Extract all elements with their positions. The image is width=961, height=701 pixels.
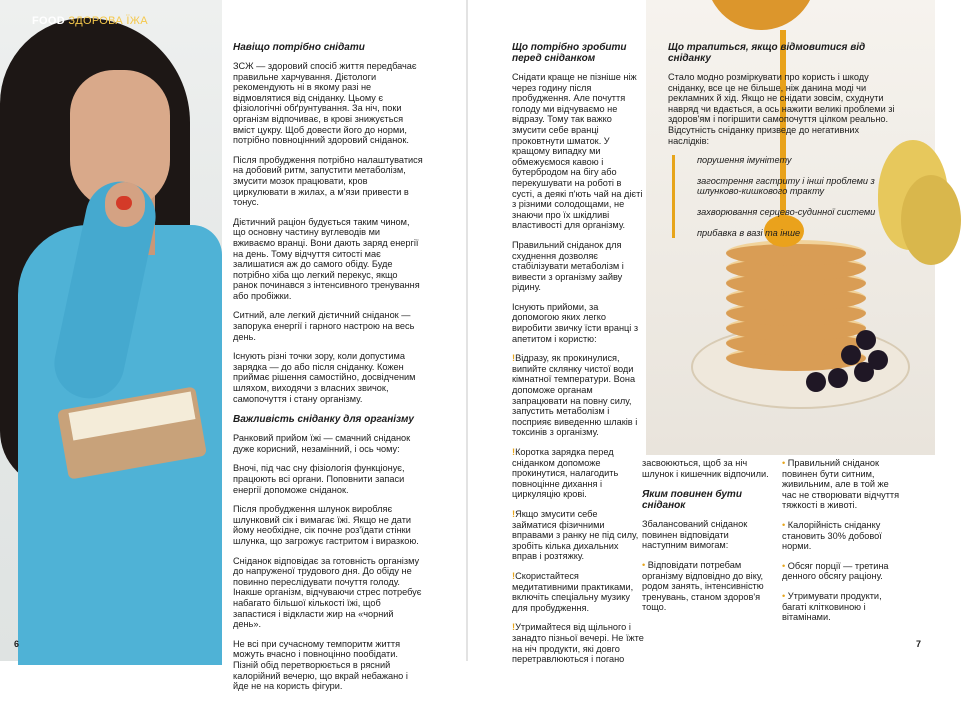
bullet-icon: • bbox=[782, 560, 786, 571]
section-header bbox=[32, 15, 148, 27]
paragraph: засвоюються, щоб за ніч шлунок і кишечник відпочили. bbox=[642, 458, 769, 479]
column-5 bbox=[782, 458, 902, 632]
heading-importance: Важливість сніданку для організму bbox=[233, 414, 414, 426]
paragraph: Сніданок відповідає за готовність організму до напруженої трудового дня. До обіду не повинно переслідувати почуття голоду. Інакше організм, відчуваючи стрес потребує набагато більшої кількості їжі, щоб запастися і відкласти жир на «чорний день». bbox=[233, 555, 422, 630]
requirement-item: • Обсяг порції — третина денного обсягу раціону. bbox=[782, 560, 889, 582]
paragraph: Після пробудження шлунок виробляє шлунковий сік і вимагає їжі. Якщо не дати йому необхідне, сік почне роз'їдати стінки шлунка, що загрожує гастритом і виразкою. bbox=[233, 504, 419, 546]
section-label: ЗДОРОВА ЇЖА bbox=[68, 15, 148, 27]
tip-item: !Скористайтеся медитативними практиками, включіть спеціальну музику для пробудження. bbox=[512, 570, 634, 613]
paragraph: Снідати краще не пізніше ніж через годину після пробудження. Але почуття голоду ми відчуваємо не відразу. Тому так важко змусити себе вранці проковтнути шматок. У кращому випадку ми обмежуємося кавою і бутербродом на бігу або перекушувати на роботі в сусті, а деякі п'ють чай на дієті з різними солодощами, не знаючи про їх шкідливі властивості для організму. bbox=[512, 72, 643, 231]
list-item: захворювання серцево-судинної системи bbox=[697, 206, 876, 217]
paragraph: Існують прийоми, за допомогою яких легко виробити звичку їсти вранці з апетитом і користю: bbox=[512, 301, 639, 344]
bullet-icon: • bbox=[782, 458, 786, 468]
column-2 bbox=[512, 42, 644, 674]
heading-before-breakfast: Що потрібно зробити перед сніданком bbox=[512, 42, 627, 64]
paragraph: Після пробудження потрібно налаштуватися на добовий ритм, запустити метаболізм, змусити мозок працювати, кров циркулювати в жилах, а м'язи привести в тонус. bbox=[233, 154, 423, 208]
column-4 bbox=[642, 458, 774, 622]
bullet-icon: • bbox=[642, 559, 646, 570]
heading-what-breakfast: Яким повинен бути сніданок bbox=[642, 489, 742, 512]
tip-item: !Коротка зарядка перед сніданком допоможе прокинутися, налагодить повноцінне дихання і циркуляцію крові. bbox=[512, 447, 619, 500]
exclamation-icon: ! bbox=[512, 447, 516, 457]
heading-skip-breakfast: Що трапиться, якщо відмовитися від сніданку bbox=[668, 42, 866, 64]
requirement-item: • Утримувати продукти, багаті клітковиною і вітамінами. bbox=[782, 590, 882, 623]
tip-item: !Утримайтеся від щільного і занадто пізньої вечері. Не їжте на ніч продукти, які довго перетравлюються і погано bbox=[512, 622, 644, 665]
list-item: порушення імунітету bbox=[697, 155, 792, 166]
exclamation-icon: ! bbox=[512, 570, 516, 581]
exclamation-icon: ! bbox=[512, 622, 516, 633]
paragraph: Стало модно розміркувати про користь і шкоду сніданку, все це не більше, ніж данина моді чи рекламних й хід. Якщо не снідати зовсім, схуднути навряд чи вдається, а ось нажити великі проблеми зі здоров'ям і погіршити самопочуття цілком реально. Відсутність сніданку призведе до негативних наслідків: bbox=[668, 72, 895, 146]
bullet-icon: • bbox=[782, 590, 786, 601]
tip-item: • Відповідати потребам організму відповідно до віку, родом занять, інтенсивністю тренувань, станом здоров'я тощо. bbox=[642, 559, 764, 613]
list-item: загострення гастриту і інші проблеми з шлунково-кишкового тракту bbox=[697, 175, 875, 197]
paragraph: Дієтичний раціон будується таким чином, що основну частину вуглеводів ми вживаємо вранці. Вони дають заряд енергії на день. Тому відчуття ситості має залишатися аж до самого обіду. Буде потрібно хіба що легкий перекус, якщо ранок починався з інтенсивного тренування або пробіжки. bbox=[233, 216, 420, 301]
paragraph: Існують різні точки зору, коли допустима зарядка — до або після сніданку. Кожен приймає рішення самостійно, досвідченим шляхом, виходячи з власних звичок, самопочуття і стану організму. bbox=[233, 351, 416, 404]
paragraph: Збалансований сніданок повинен відповідати наступним вимогам: bbox=[642, 519, 748, 551]
exclamation-icon: ! bbox=[512, 353, 516, 364]
paragraph: Ситний, але легкий дієтичний сніданок — запорука енергії і гарного настрою на весь день. bbox=[233, 310, 415, 342]
column-1 bbox=[233, 42, 423, 701]
paragraph: Ранковий прийом їжі — смачний сніданок дуже корисний, незамінний, і ось чому: bbox=[233, 433, 411, 454]
consequences-list bbox=[672, 155, 900, 238]
exclamation-icon: ! bbox=[512, 508, 516, 519]
paragraph: Не всі при сучасному темпоритм життя можуть вчасно і повноцінно пообідати. Пізній обід перетворюється в рясний калорійний вечерю, що вкрай небажано і йде не на користь фігури. bbox=[233, 638, 408, 692]
paragraph: Правильний сніданок для схуднення дозволяє стабілізувати метаболізм і вивести з організму зайву рідину. bbox=[512, 239, 624, 293]
requirement-item: • Калорійність сніданку становить 30% добової норми. bbox=[782, 519, 882, 552]
page-number-right: 7 bbox=[915, 639, 921, 649]
heading-why-breakfast: Навіщо потрібно снідати bbox=[233, 42, 365, 53]
tip-item: !Якщо змусити себе займатися фізичними вправами з ранку не під силу, зробіть кілька дихальних вправ і розтяжку. bbox=[512, 508, 639, 562]
right-page bbox=[468, 0, 935, 665]
tip-item: !Відразу, як прокинулися, випийте склянку чистої води кімнатної температури. Вона допоможе органам запрацювати на повну силу, запустить метаболізм і посприяє виведенню шлаків і токсинів з організму. bbox=[512, 353, 638, 438]
list-item: прибавка в вазі та інше bbox=[697, 227, 801, 238]
column-3 bbox=[668, 42, 900, 248]
brand-label: FOOD bbox=[32, 15, 65, 27]
bullet-icon: • bbox=[782, 519, 786, 530]
page-number-left: 6 bbox=[14, 639, 20, 649]
paragraph: Вночі, під час сну фізіологія функціонує, працюють всі органи. Поповнити запаси енергії допоможе сніданок. bbox=[233, 463, 405, 495]
paragraph: ЗСЖ — здоровий спосіб життя передбачає правильне харчування. Дієтологи рекомендують ні в якому разі не відмовлятися від сніданку. Цьому є фізіологічні обґрунтування. За ніч, поки організм відпочиває, в крові знижується вміст цукру. Щоб довести його до норми, потрібно повноцінний здоровий сніданок. bbox=[233, 61, 417, 146]
woman-eating-photo bbox=[0, 0, 222, 661]
requirement-item: • Правильний сніданок повинен бути ситним, живильним, але в той же час не створювати відчуття тяжкості в животі. bbox=[782, 458, 900, 511]
left-page bbox=[0, 0, 467, 692]
